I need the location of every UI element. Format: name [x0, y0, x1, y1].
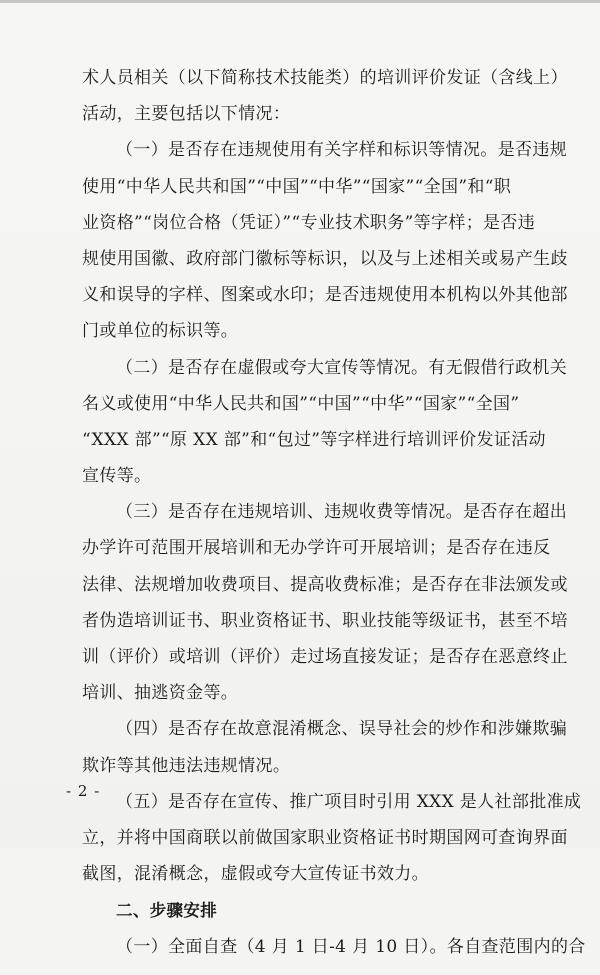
paragraph-step-1: （一）全面自查（4 月 1 日-4 月 10 日）。各自查范围内的合 — [116, 936, 586, 957]
text-line: 义和误导的字样、图案或水印；是否违规使用本机构以外其他部 — [82, 285, 568, 306]
text-line: 门或单位的标识等。 — [82, 321, 239, 342]
text-line: 宣传等。 — [82, 466, 152, 487]
text-line: 培训、抽逃资金等。 — [82, 683, 239, 704]
text-line: 者伪造培训证书、职业资格证书、职业技能等级证书，甚至不培 — [82, 610, 568, 631]
paragraph-item-3: （三）是否存在违规培训、违规收费等情况。是否存在超出 — [116, 502, 568, 523]
section-heading: 二、步骤安排 — [116, 901, 218, 921]
text-line: “XXX 部”“原 XX 部”和“包过”等字样进行培训评价发证活动 — [82, 429, 546, 450]
text-line: 使用“中华人民共和国”“中国”“中华”“国家”“全国”和“职 — [82, 176, 512, 197]
text-line: 欺诈等其他违法违规情况。 — [82, 755, 291, 776]
text-line: 名义或使用“中华人民共和国”“中国”“中华”“国家”“全国” — [82, 393, 520, 414]
text-line: 术人员相关（以下简称技术技能类）的培训评价发证（含线上） — [82, 68, 568, 88]
paragraph-item-4: （四）是否存在故意混淆概念、误导社会的炒作和涉嫌欺骗 — [116, 719, 568, 740]
text-line: 训（评价）或培训（评价）走过场直接发证；是否存在恶意终止 — [82, 647, 568, 667]
page-number: - 2 - — [66, 782, 101, 800]
text-line: 业资格”“岗位合格（凭证）”“专业技术职务”等字样；是否违 — [82, 212, 536, 233]
text-line: 截图，混淆概念，虚假或夸大宣传证书效力。 — [82, 864, 429, 885]
document-body — [82, 68, 586, 975]
text-line: 立，并将中国商联以前做国家职业资格证书时期国网可查询界面 — [82, 827, 568, 848]
paragraph-item-1: （一）是否存在违规使用有关字样和标识等情况。是否违规 — [116, 140, 568, 161]
paragraph-item-2: （二）是否存在虚假或夸大宣传等情况。有无假借行政机关 — [116, 357, 568, 378]
paragraph-item-5: （五）是否存在宣传、推广项目时引用 XXX 是人社部批准成 — [116, 791, 582, 812]
text-line: 规使用国徽、政府部门徽标等标识，以及与上述相关或易产生歧 — [82, 248, 568, 269]
text-line: 活动，主要包括以下情况： — [82, 104, 291, 125]
text-line: 办学许可范围开展培训和无办学许可开展培训；是否存在违反 — [82, 538, 551, 559]
scan-top-edge — [0, 0, 600, 3]
text-line: 法律、法规增加收费项目、提高收费标准；是否存在非法颁发或 — [82, 574, 568, 595]
